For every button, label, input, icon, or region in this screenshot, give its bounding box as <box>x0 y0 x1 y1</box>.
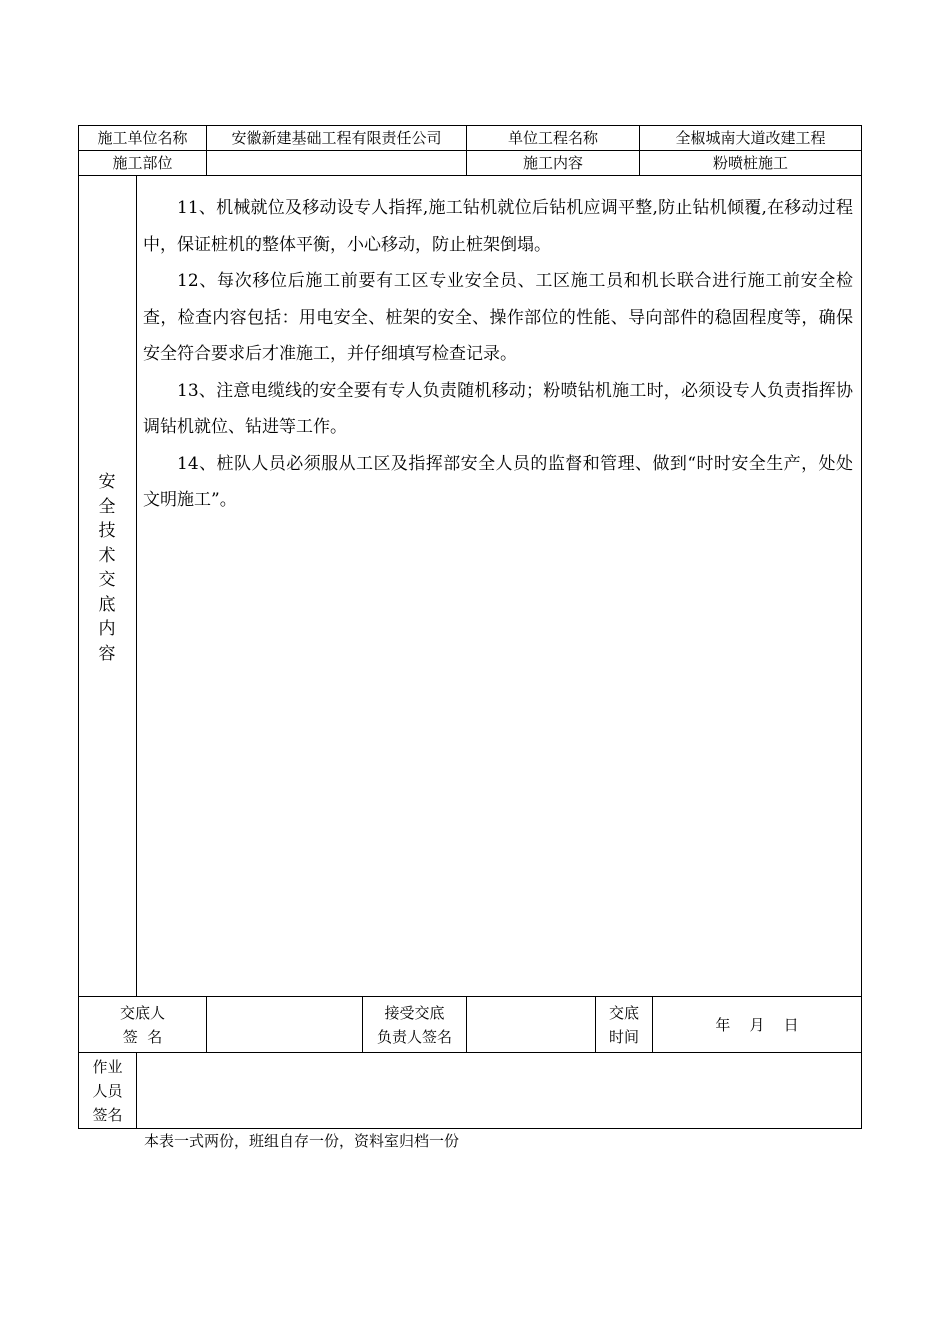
content-paragraph: 12、每次移位后施工前要有工区专业安全员、工区施工员和机长联合进行施工前安全检查，检查内容包括：用电安全、桩架的安全、操作部位的性能、导向部件的稳固程度等，确保安全符合要求后才准施工，并仔细填写检查记录。 <box>143 271 853 364</box>
construction-part-label: 施工部位 <box>112 154 173 172</box>
side-label-char: 全 <box>98 496 116 517</box>
time-label-line: 交底 <box>608 1003 639 1022</box>
time-label-line: 时间 <box>608 1027 639 1046</box>
workers-label-line: 作业 <box>92 1057 123 1076</box>
workers-signature-label <box>79 1053 136 1128</box>
side-label-char: 安 <box>98 472 116 492</box>
discloser-signature-field[interactable] <box>207 997 362 1052</box>
discloser-label-line: 签 名 <box>122 1027 163 1046</box>
side-label-char: 技 <box>98 521 116 541</box>
receiver-label-line: 负责人签名 <box>376 1027 452 1046</box>
content-paragraph: 11、机械就位及移动设专人指挥,施工钻机就位后钻机应调平整,防止钻机倾覆,在移动过程中，保证桩机的整体平衡，小心移动，防止桩架倒塌。 <box>143 198 853 255</box>
grid-line <box>78 175 862 176</box>
safety-disclosure-content <box>143 190 853 519</box>
project-name-label: 单位工程名称 <box>507 129 598 147</box>
unit-name-label: 施工单位名称 <box>97 129 188 147</box>
disclosure-date-field[interactable]: 年 月 日 <box>715 1015 799 1034</box>
project-name-value: 全椒城南大道改建工程 <box>675 129 826 147</box>
workers-label-line: 签名 <box>92 1105 123 1124</box>
receiver-signature-field[interactable] <box>467 997 595 1052</box>
safety-disclosure-side-label <box>78 470 136 666</box>
disclosure-time-label <box>596 997 652 1052</box>
content-paragraph: 13、注意电缆线的安全要有专人负责随机移动；粉喷钻机施工时，必须设专人负责指挥协调钻机就位、钻进等工作。 <box>143 380 853 437</box>
discloser-label-line: 交底人 <box>119 1003 165 1022</box>
unit-name-value: 安徽新建基础工程有限责任公司 <box>231 129 442 147</box>
side-label-char: 容 <box>98 643 116 664</box>
receiver-signature-label <box>363 997 466 1052</box>
content-paragraph: 14、桩队人员必须服从工区及指挥部安全人员的监督和管理、做到“时时安全生产，处处文明施工”。 <box>143 453 853 510</box>
grid-line <box>78 1128 862 1129</box>
side-label-char: 内 <box>98 619 116 639</box>
footer-note: 本表一式两份，班组自存一份，资料室归档一份 <box>144 1132 460 1150</box>
grid-line <box>136 175 137 997</box>
workers-signature-field[interactable] <box>137 1053 861 1128</box>
discloser-signature-label <box>79 997 206 1052</box>
side-label-char: 术 <box>98 545 116 566</box>
workers-label-line: 人员 <box>92 1081 123 1100</box>
side-label-char: 交 <box>98 570 116 590</box>
side-label-char: 底 <box>98 594 116 615</box>
receiver-label-line: 接受交底 <box>384 1003 445 1022</box>
construction-part-value <box>207 151 466 175</box>
construction-content-value: 粉喷桩施工 <box>712 154 788 172</box>
grid-line <box>861 125 862 1129</box>
construction-content-label: 施工内容 <box>522 154 583 172</box>
